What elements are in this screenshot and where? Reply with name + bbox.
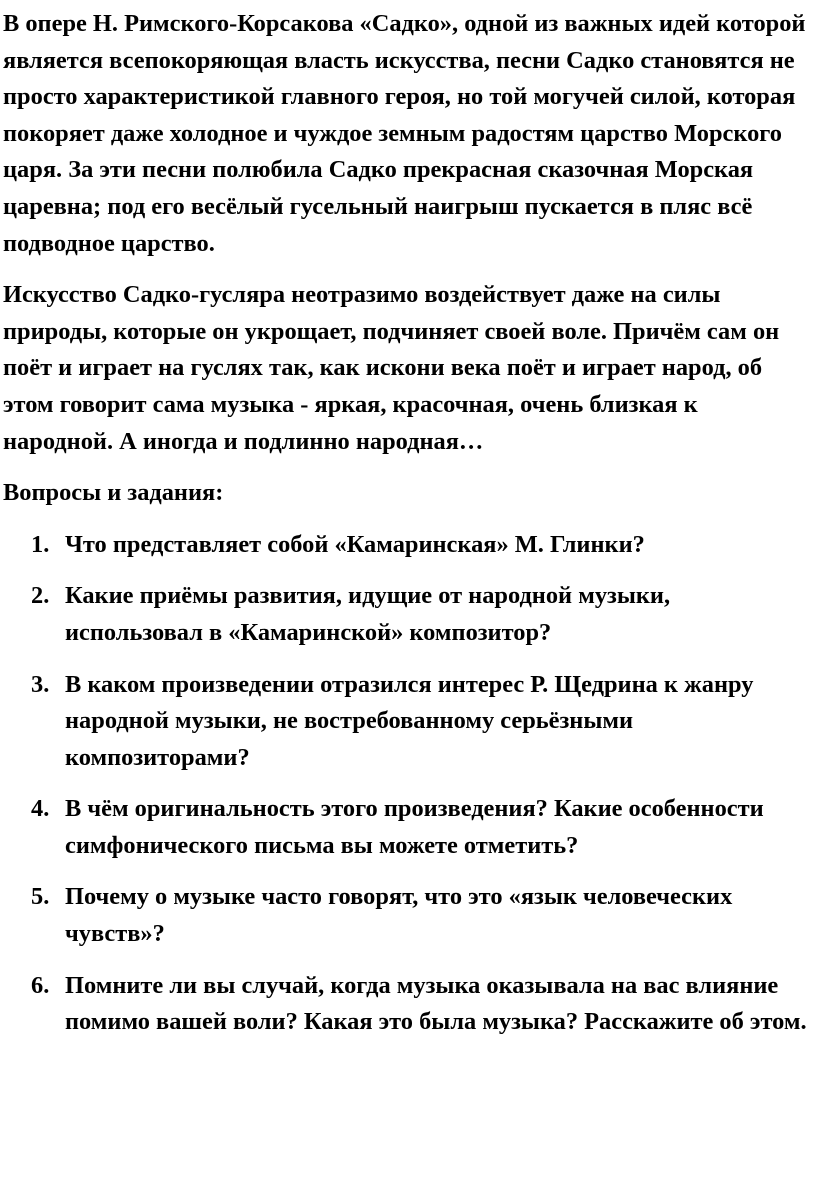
list-item [3,879,812,952]
list-item-text: Почему о музыке часто говорят, что это «язык человеческих чувств»? [65,883,733,948]
list-item-text: В каком произведении отразился интерес Р. Щедрина к жанру народной музыки, не востребованному серьёзными композиторами? [65,670,754,771]
list-item [3,527,812,564]
list-item-number: 3. [31,670,50,698]
list-item [3,968,812,1041]
list-item-number: 2. [31,582,50,610]
questions-heading: Вопросы и задания: [3,479,224,507]
list-item [3,578,812,651]
list-item-number: 4. [31,795,50,823]
list-item-number: 1. [31,530,50,558]
paragraph-sadko-art: Искусство Садко-гусляра неотразимо воздействует даже на силы природы, которые он укрощает, подчиняет своей воле. Причём сам он поёт и играет на гуслях так, как искони века поёт и играет народ, об этом говорит сама музыка - яркая, красочная, очень близкая к народной. А иногда и подлинно народная… [3,281,780,455]
list-item-number: 6. [31,971,50,999]
list-item [3,667,812,777]
list-item-number: 5. [31,883,50,911]
list-item-text: Что представляет собой «Камаринская» М. Глинки? [65,530,645,558]
list-item-text: Помните ли вы случай, когда музыка оказывала на вас влияние помимо вашей воли? Какая это была музыка? Расскажите об этом. [65,971,807,1036]
list-item-text: Какие приёмы развития, идущие от народной музыки, использовал в «Камаринской» композитор? [65,582,671,646]
list-item-text: В чём оригинальность этого произведения? Какие особенности симфонического письма вы можете отметить? [65,795,764,859]
list-item [3,791,812,864]
paragraph-sadko-opera: В опере Н. Римского-Корсакова «Садко», одной из важных идей которой является всепокоряющая власть искусства, песни Садко становятся не просто характеристикой главного героя, но той могучей силой, которая покоряет даже холодное и чуждое земным радостям царство Морского царя. За эти песни полюбила Садко прекрасная сказочная Морская царевна; под его весёлый гусельный наигрыш пускается в пляс всё подводное царство. [3,10,806,257]
questions-list [3,527,812,1041]
